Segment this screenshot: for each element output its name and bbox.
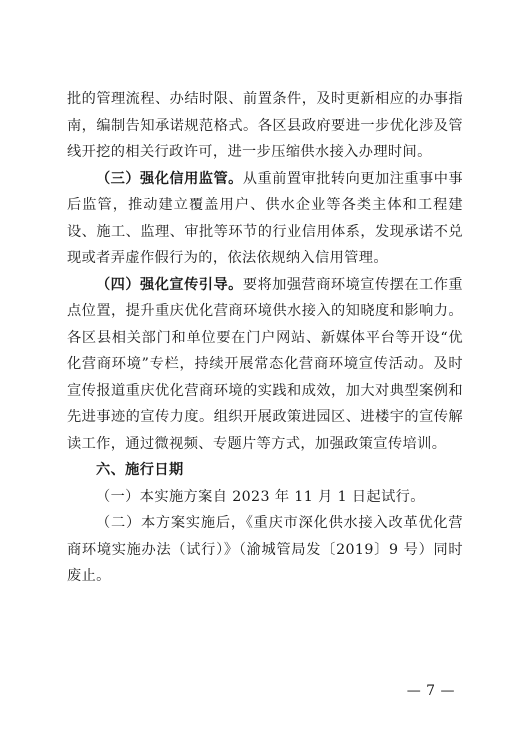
paragraph-lead: （四）强化宣传引导。 [96,276,243,293]
document-body [67,86,463,590]
paragraph-credit-supervision [67,166,463,272]
section-heading: 六、施行日期 [96,462,184,478]
paragraph-text: 批的管理流程、办结时限、前置条件，及时更新相应的办事指南，编制告知承诺规范格式。各区县政府要进一步优化涉及管线开挖的相关行政许可，进一步压缩供水接入办理时间。 [67,91,463,160]
page-number: — 7 — [406,683,455,699]
paragraph-lead: （三）强化信用监管。 [96,170,243,187]
list-item: （一）本实施方案自 2023 年 11 月 1 日起试行。 [96,488,425,505]
list-item: （二）本方案实施后，《重庆市深化供水接入改革优化营商环境实施办法（试行）》（渝城管局发〔2019〕9 号）同时废止。 [67,515,463,584]
paragraph-text: 从重前置审批转向更加注重事中事后监管，推动建立覆盖用户、供水企业等各类主体和工程建设、施工、监理、审批等环节的行业信用体系，发现承诺不兑现或者弄虚作假行为的，依法依规纳入信用管理。 [67,170,463,266]
paragraph-publicity-guidance [67,272,463,458]
paragraph-text: 要将加强营商环境宣传摆在工作重点位置，提升重庆优化营商环境供水接入的知晓度和影响力。各区县相关部门和单位要在门户网站、新媒体平台等开设“优化营商环境”专栏，持续开展常态化营商环境宣传活动。及时宣传报道重庆优化营商环境的实践和成效，加大对典型案例和先进事迹的宣传力度。组织开展政策进园区、进楼宇的宣传解读工作，通过微视频、专题片等方式，加强政策宣传培训。 [67,276,463,452]
paragraph-continuation [67,86,463,166]
